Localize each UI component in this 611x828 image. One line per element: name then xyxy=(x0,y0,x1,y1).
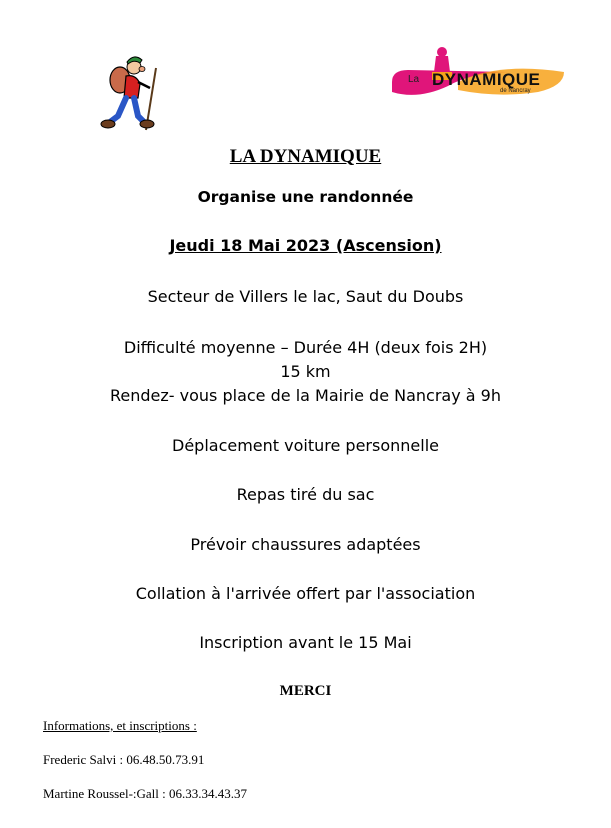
detail-repas: Repas tiré du sac xyxy=(236,485,375,504)
detail-collation: Collation à l'arrivée offert par l'association xyxy=(135,584,476,603)
hiker-illustration xyxy=(98,50,162,134)
detail-deplacement: Déplacement voiture personnelle xyxy=(172,436,439,455)
contact-martine: Martine Roussel-:Gall : 06.33.34.43.37 xyxy=(43,786,248,801)
logo-name-text: DYNAMIQUE xyxy=(432,70,541,89)
detail-rendezvous: Rendez- vous place de la Mairie de Nancray à 9h xyxy=(110,386,501,405)
detail-difficulte: Difficulté moyenne – Durée 4H (deux fois 2H) xyxy=(123,338,488,357)
contacts-heading: Informations, et inscriptions : xyxy=(43,718,197,733)
contact-frederic: Frederic Salvi : 06.48.50.73.91 xyxy=(43,752,205,767)
detail-chaussures: Prévoir chaussures adaptées xyxy=(190,535,421,554)
detail-distance: 15 km xyxy=(280,362,331,381)
detail-inscription: Inscription avant le 15 Mai xyxy=(199,633,412,652)
logo-subtitle-text: de Nancray xyxy=(500,88,531,94)
merci-text: MERCI xyxy=(279,683,332,699)
page-title: LA DYNAMIQUE xyxy=(229,146,382,167)
detail-secteur: Secteur de Villers le lac, Saut du Doubs xyxy=(147,287,464,306)
event-date: Jeudi 18 Mai 2023 (Ascension) xyxy=(169,236,442,255)
logo-la-text: La xyxy=(408,74,420,85)
subtitle: Organise une randonnée xyxy=(197,188,414,206)
